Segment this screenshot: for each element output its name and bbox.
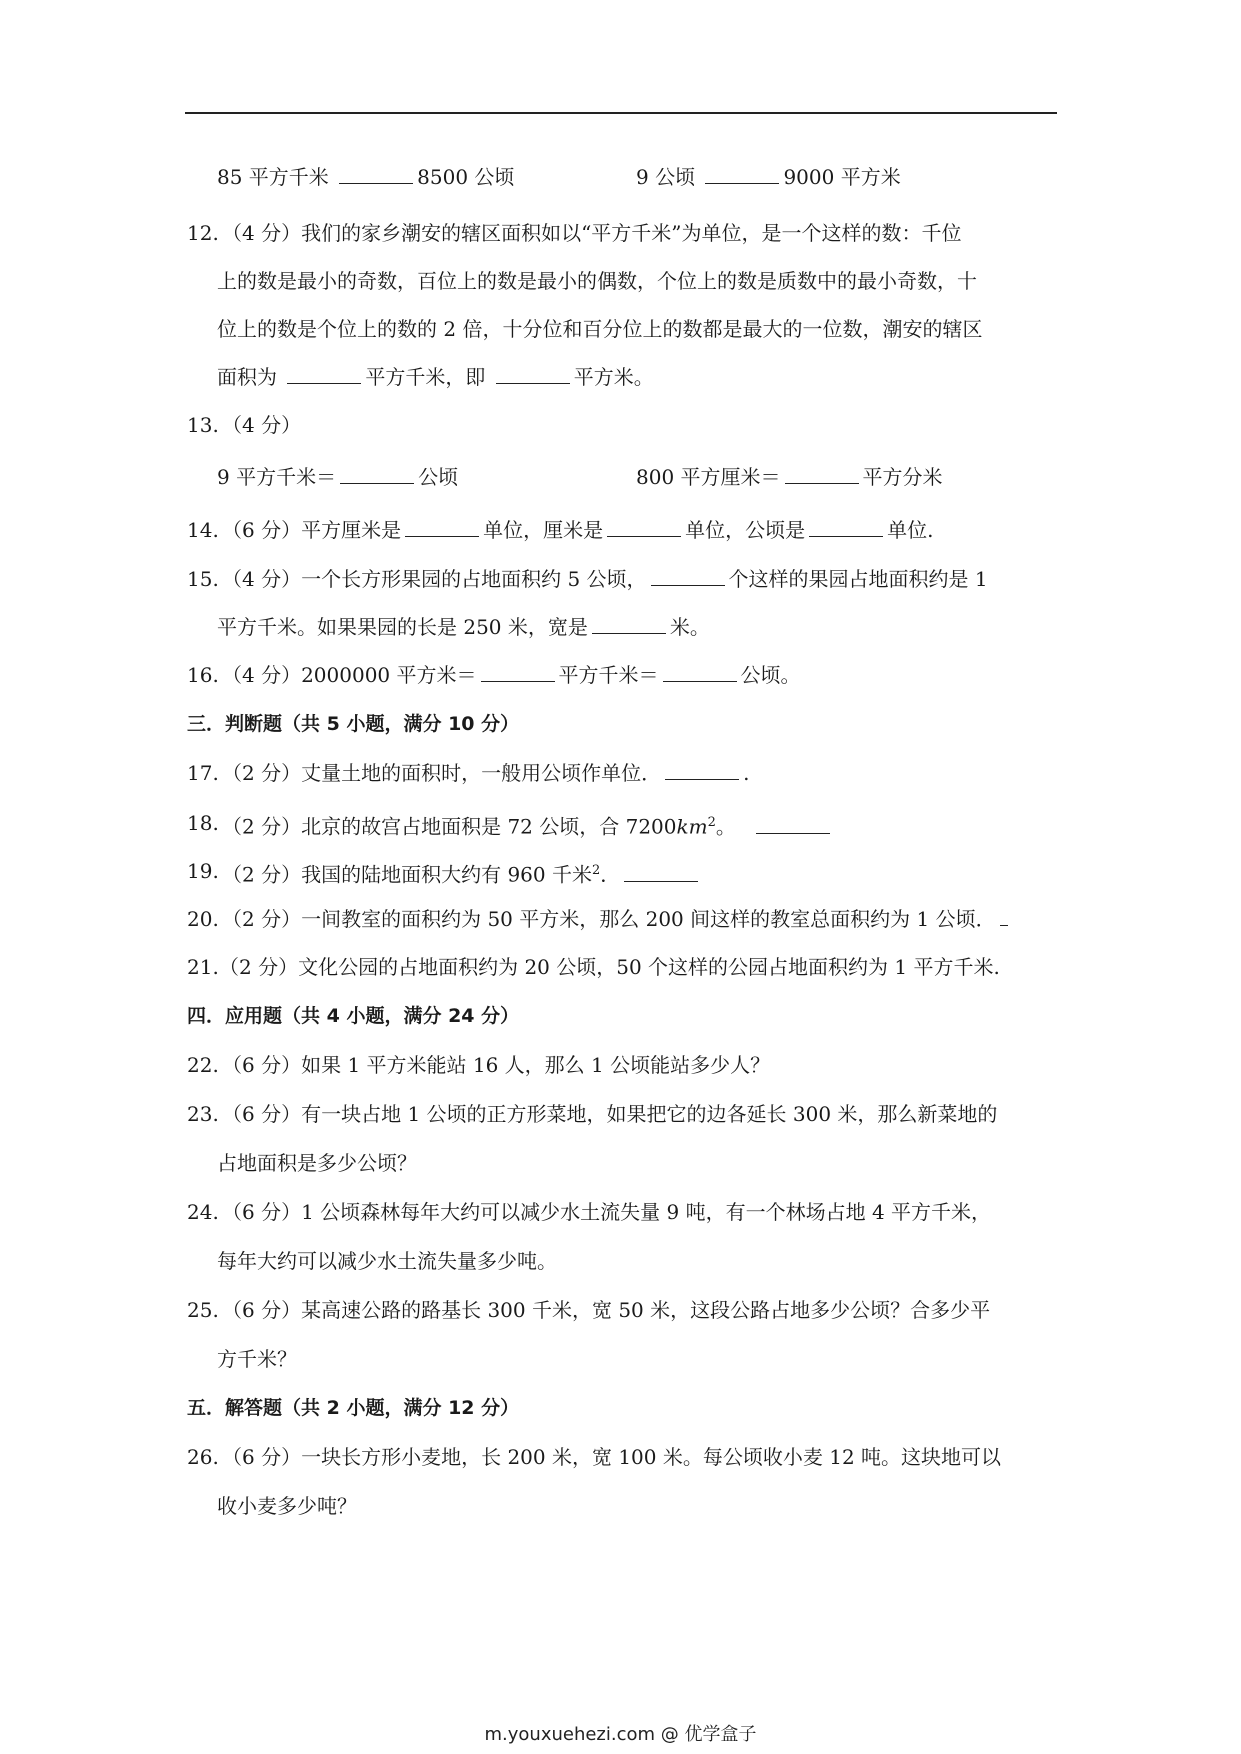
answer-blank[interactable] xyxy=(665,779,739,780)
q12-text-a: 面积为 xyxy=(217,365,277,389)
q14-d: 单位. xyxy=(887,518,934,542)
question-number: 19. xyxy=(187,859,219,883)
q13-row-a xyxy=(217,464,458,490)
q12-line3: 位上的数是个位上的数的 2 倍，十分位和百分位上的数都是最大的一位数，潮安的辖区 xyxy=(217,317,983,341)
q18-text: （2 分）北京的故宫占地面积是 72 公顷，合 7200 xyxy=(222,814,677,839)
q26-line1: （6 分）一块长方形小麦地，长 200 米，宽 100 米。每公顷收小麦 12 吨。这块地可以 xyxy=(222,1445,1002,1469)
q15-l1-a: （4 分）一个长方形果园的占地面积约 5 公顷， xyxy=(222,567,647,591)
q12-text-c: 平方米。 xyxy=(573,365,654,389)
answer-blank[interactable] xyxy=(663,681,737,682)
q12-line1: （4 分）我们的家乡潮安的辖区面积如以“平方千米”为单位，是一个这样的数：千位 xyxy=(222,221,962,245)
q19-end: ． xyxy=(600,862,621,887)
answer-blank[interactable] xyxy=(340,483,414,484)
question-number: 26. xyxy=(187,1445,219,1469)
q18-exponent: 2 xyxy=(707,815,716,830)
answer-blank[interactable] xyxy=(756,833,830,834)
question-number: 12. xyxy=(187,221,219,245)
q17-line xyxy=(222,760,749,786)
q23-line1: （6 分）有一块占地 1 公顷的正方形菜地，如果把它的边各延长 300 米，那么新菜地的 xyxy=(222,1102,998,1126)
answer-blank[interactable] xyxy=(339,183,413,184)
q14-a: （6 分）平方厘米是 xyxy=(222,518,402,542)
q15-l2-a: 平方千米。如果果园的长是 250 米，宽是 xyxy=(217,615,588,639)
q14-c: 单位，公顷是 xyxy=(685,518,806,542)
q15-l1-b: 个这样的果园占地面积约是 1 xyxy=(728,567,988,591)
compare-left-b: 9 公顷 xyxy=(636,165,696,189)
question-number: 24. xyxy=(187,1200,219,1224)
section-heading: 四．应用题（共 4 小题，满分 24 分） xyxy=(187,1005,520,1027)
q15-line1 xyxy=(222,566,988,592)
compare-left-a: 85 平方千米 xyxy=(217,165,329,189)
q22-line: （6 分）如果 1 平方米能站 16 人，那么 1 公顷能站多少人？ xyxy=(222,1053,771,1077)
answer-blank[interactable] xyxy=(496,383,570,384)
q23-line2: 占地面积是多少公顷？ xyxy=(217,1151,417,1175)
q20-line xyxy=(222,906,1008,932)
q25-line1: （6 分）某高速公路的路基长 300 千米，宽 50 米，这段公路占地多少公顷？合多少平 xyxy=(222,1298,991,1322)
q16-b: 平方千米＝ xyxy=(558,663,659,687)
compare-right-b: 9000 平方米 xyxy=(783,165,901,189)
question-number: 15. xyxy=(187,567,219,591)
answer-blank[interactable] xyxy=(705,183,779,184)
q24-line2: 每年大约可以减少水土流失量多少吨。 xyxy=(217,1249,557,1273)
q17-text: （2 分）丈量土地的面积时，一般用公顷作单位． xyxy=(222,761,662,785)
question-number: 20. xyxy=(187,907,219,931)
q18-end: 。 xyxy=(715,814,736,839)
question-number: 21. xyxy=(187,955,219,979)
question-number: 17. xyxy=(187,761,219,785)
question-number: 16. xyxy=(187,663,219,687)
q14-b: 单位，厘米是 xyxy=(483,518,604,542)
q19-line xyxy=(222,858,702,888)
q21-line: （2 分）文化公园的占地面积约为 20 公顷，50 个这样的公园占地面积约为 1 平方千米. xyxy=(219,955,1000,979)
question-number: 14. xyxy=(187,518,219,542)
compare-right-a: 8500 公顷 xyxy=(417,165,515,189)
answer-blank[interactable] xyxy=(651,585,725,586)
q12-line2: 上的数是最小的奇数，百位上的数是最小的偶数，个位上的数是质数中的最小奇数，十 xyxy=(217,269,977,293)
question-number: 18. xyxy=(187,811,219,835)
footer-watermark: m.youxuehezi.com @ 优学盒子 xyxy=(484,1724,757,1745)
q16-a: （4 分）2000000 平方米＝ xyxy=(222,663,477,687)
q18-unit: km xyxy=(676,814,708,839)
q13-a-right: 公顷 xyxy=(418,465,459,489)
answer-blank[interactable] xyxy=(405,536,479,537)
q12-line4 xyxy=(217,364,654,390)
section-heading: 五．解答题（共 2 小题，满分 12 分） xyxy=(187,1397,520,1419)
question-number: 13. xyxy=(187,413,219,437)
compare-row-2 xyxy=(636,164,901,190)
answer-blank[interactable] xyxy=(809,536,883,537)
q20-text: （2 分）一间教室的面积约为 50 平方米，那么 200 间这样的教室总面积约为 1 公顷． xyxy=(222,907,996,931)
question-number: 23. xyxy=(187,1102,219,1126)
answer-blank[interactable] xyxy=(1000,925,1008,926)
answer-blank[interactable] xyxy=(607,536,681,537)
q16-line xyxy=(222,662,801,688)
question-number: 25. xyxy=(187,1298,219,1322)
q24-line1: （6 分）1 公顷森林每年大约可以减少水土流失量 9 吨，有一个林场占地 4 平方千米， xyxy=(222,1200,992,1224)
compare-row xyxy=(217,164,514,190)
q13-head: （4 分） xyxy=(222,413,302,437)
q15-line2 xyxy=(217,614,710,640)
q12-text-b: 平方千米，即 xyxy=(365,365,486,389)
q14-line xyxy=(222,517,933,543)
answer-blank[interactable] xyxy=(287,383,361,384)
q13-b-left: 800 平方厘米＝ xyxy=(636,465,781,489)
answer-blank[interactable] xyxy=(624,881,698,882)
answer-blank[interactable] xyxy=(592,633,666,634)
q13-b-right: 平方分米 xyxy=(862,465,943,489)
q25-line2: 方千米？ xyxy=(217,1347,297,1371)
answer-blank[interactable] xyxy=(785,483,859,484)
q13-a-left: 9 平方千米＝ xyxy=(217,465,337,489)
q19-text: （2 分）我国的陆地面积大约有 960 千米 xyxy=(222,862,592,887)
q19-exponent: 2 xyxy=(591,863,601,878)
q17-end: . xyxy=(743,761,750,785)
q13-row-b xyxy=(636,464,943,490)
header-rule xyxy=(185,112,1057,114)
q18-line xyxy=(222,810,834,840)
question-number: 22. xyxy=(187,1053,219,1077)
section-heading: 三．判断题（共 5 小题，满分 10 分） xyxy=(187,713,520,735)
q15-l2-b: 米。 xyxy=(669,615,710,639)
answer-blank[interactable] xyxy=(481,681,555,682)
q26-line2: 收小麦多少吨？ xyxy=(217,1494,357,1518)
q16-c: 公顷。 xyxy=(740,663,801,687)
